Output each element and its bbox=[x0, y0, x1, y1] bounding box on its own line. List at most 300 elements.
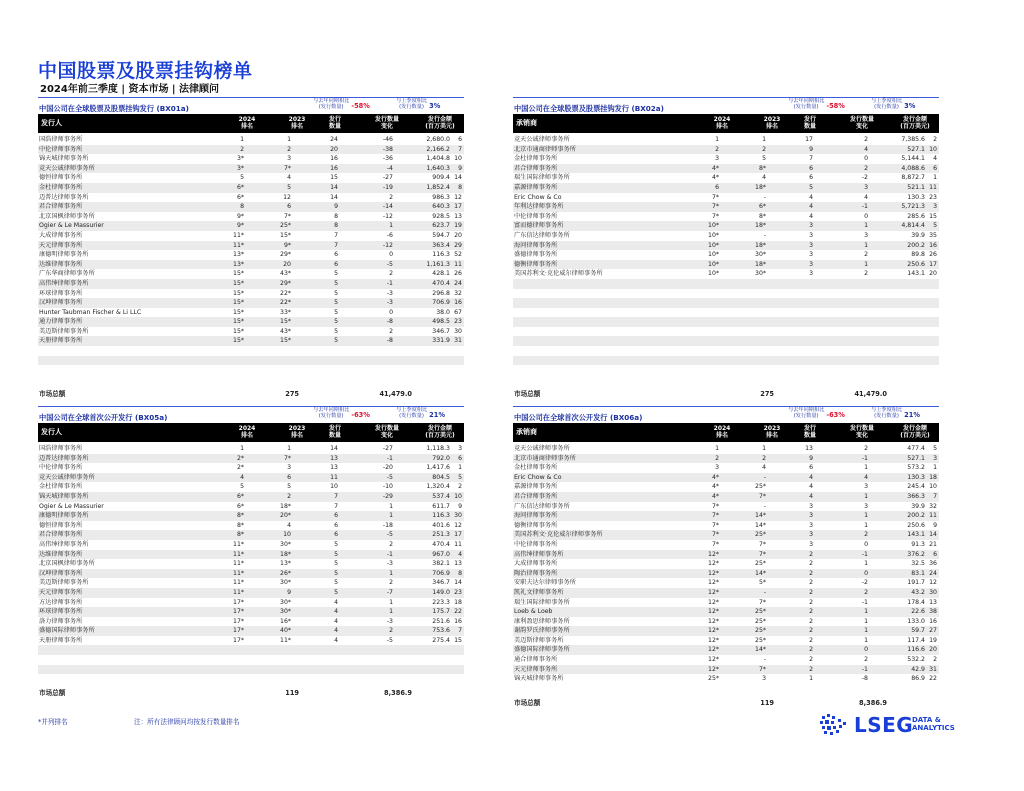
cell-y2024: 7* bbox=[711, 212, 719, 220]
cell-change: 1 bbox=[864, 521, 868, 529]
cell-count: 2 bbox=[809, 598, 813, 606]
header-rank24: 发行金额 2024排名 bbox=[945, 425, 975, 439]
cell-y2023: 16* bbox=[280, 617, 291, 625]
cell-change: -1 bbox=[386, 550, 393, 558]
firm-name: 达维律师事务所 bbox=[39, 260, 83, 268]
cell-y2023: 3 bbox=[287, 464, 291, 472]
cell-count: 14 bbox=[330, 193, 338, 201]
cell-count: 2 bbox=[809, 569, 813, 577]
table-row bbox=[513, 655, 939, 665]
comparison-label: 与上季度相比 (发行数量) bbox=[396, 407, 428, 420]
cell-y2023: 18* bbox=[280, 502, 291, 510]
comparison-value: -58% bbox=[351, 102, 370, 110]
cell-y2024: 17* bbox=[233, 598, 244, 606]
cell-amount: 250.6 bbox=[907, 260, 925, 268]
cell-y2024: 9* bbox=[236, 212, 244, 220]
firm-name: 美国苏利文·克伦威尔律师事务所 bbox=[514, 270, 603, 278]
league-table-panel bbox=[513, 97, 975, 398]
cell-change: -18 bbox=[382, 521, 393, 529]
cell-y2023: 4 bbox=[287, 521, 291, 529]
table-row bbox=[38, 598, 464, 608]
table-row bbox=[38, 578, 464, 588]
cell-y2023: 4 bbox=[762, 174, 766, 182]
market-total-row bbox=[38, 688, 464, 698]
cell-change: 1 bbox=[389, 222, 393, 230]
table-row bbox=[38, 588, 464, 598]
cell-y2023: 13* bbox=[280, 560, 291, 568]
cell-rank24: 17 bbox=[929, 260, 937, 268]
cell-y2023: 5* bbox=[758, 579, 766, 587]
header-y2023: 2023 排名 bbox=[288, 116, 306, 130]
cell-count: 2 bbox=[809, 617, 813, 625]
cell-y2024: 7* bbox=[711, 512, 719, 520]
table-row bbox=[38, 154, 464, 164]
total-count: 275 bbox=[285, 390, 299, 398]
firm-name: 年利达律师事务所 bbox=[514, 203, 564, 211]
cell-change: 1 bbox=[864, 617, 868, 625]
comparison-value: -63% bbox=[826, 411, 845, 419]
firm-name: 环球律师事务所 bbox=[39, 289, 83, 297]
cell-amount: 640.3 bbox=[432, 203, 450, 211]
cell-change: -20 bbox=[382, 464, 393, 472]
table-row bbox=[513, 636, 939, 646]
cell-count: 5 bbox=[334, 318, 338, 326]
cell-y2024: 3* bbox=[236, 164, 244, 172]
firm-name: 竞天公诚律师事务所 bbox=[39, 164, 95, 172]
firm-name: 君合律师事务所 bbox=[514, 492, 558, 500]
comparison-label: 与上季度相比 (发行数量) bbox=[871, 407, 903, 420]
market-total-row bbox=[513, 389, 939, 399]
header-amount: 发行金额 (百万美元) bbox=[900, 425, 930, 439]
cell-y2024: 8* bbox=[236, 531, 244, 539]
cell-amount: 1,417.6 bbox=[426, 464, 450, 472]
comparison-value: -63% bbox=[351, 411, 370, 419]
cell-amount: 200.2 bbox=[907, 512, 925, 520]
firm-name: 中伦律师事务所 bbox=[39, 464, 83, 472]
cell-y2023: 14* bbox=[755, 521, 766, 529]
cell-change: 2 bbox=[864, 270, 868, 278]
cell-rank24: 10 bbox=[454, 155, 462, 163]
cell-amount: 200.2 bbox=[907, 241, 925, 249]
cell-rank24: 22 bbox=[454, 608, 462, 616]
panel-title: 中国公司在全球首次公开发行 (BX05a) bbox=[39, 413, 168, 422]
cell-y2024: 2* bbox=[236, 454, 244, 462]
cell-change: 1 bbox=[864, 560, 868, 568]
cell-amount: 91.3 bbox=[911, 540, 925, 548]
comparison-label: 与上季度相比 (发行数量) bbox=[871, 98, 903, 111]
cell-rank24: 19 bbox=[929, 636, 937, 644]
table-row bbox=[513, 279, 939, 289]
cell-change: -3 bbox=[386, 289, 393, 297]
cell-rank24: 26 bbox=[454, 270, 462, 278]
cell-rank24: 7 bbox=[933, 492, 937, 500]
cell-amount: 116.3 bbox=[432, 512, 450, 520]
cell-change: 3 bbox=[864, 502, 868, 510]
cell-count: 4 bbox=[809, 483, 813, 491]
table-row bbox=[513, 444, 939, 454]
cell-y2024: 15* bbox=[233, 299, 244, 307]
cell-rank24: 6 bbox=[933, 164, 937, 172]
cell-change: 1 bbox=[864, 627, 868, 635]
cell-count: 24 bbox=[330, 136, 338, 143]
cell-y2023: 9* bbox=[283, 241, 291, 249]
cell-amount: 706.9 bbox=[432, 569, 450, 577]
cell-amount: 986.3 bbox=[432, 193, 450, 201]
cell-rank24: 38 bbox=[929, 608, 937, 616]
firm-name: 康利盈思律师事务所 bbox=[514, 617, 570, 625]
cell-amount: 753.6 bbox=[432, 627, 450, 635]
firm-name: 竞天公诚律师事务所 bbox=[39, 473, 95, 481]
cell-count: 8 bbox=[334, 212, 338, 220]
table-row bbox=[513, 626, 939, 636]
header-count: 发行 数量 bbox=[328, 425, 341, 439]
cell-rank24: 1 bbox=[458, 464, 462, 472]
cell-amount: 2,680.0 bbox=[426, 136, 450, 143]
cell-amount: 2,166.2 bbox=[426, 145, 450, 153]
header-y2023: 2023 排名 bbox=[288, 425, 306, 439]
cell-rank24: 3 bbox=[458, 445, 462, 452]
cell-y2024: 15* bbox=[233, 289, 244, 297]
cell-amount: 477.4 bbox=[907, 445, 925, 452]
cell-rank24: 18 bbox=[929, 473, 937, 481]
cell-y2024: 17* bbox=[233, 636, 244, 644]
cell-amount: 611.7 bbox=[432, 502, 450, 510]
table-row bbox=[38, 626, 464, 636]
cell-count: 4 bbox=[809, 492, 813, 500]
cell-amount: 191.7 bbox=[907, 579, 925, 587]
cell-y2023: 18* bbox=[755, 183, 766, 191]
cell-count: 2 bbox=[809, 588, 813, 596]
cell-count: 2 bbox=[809, 579, 813, 587]
cell-count: 6 bbox=[334, 531, 338, 539]
qoq-comparison bbox=[396, 98, 441, 111]
comparison-value: 21% bbox=[904, 411, 920, 419]
cell-change: -3 bbox=[386, 560, 393, 568]
cell-rank24: 4 bbox=[933, 155, 937, 163]
table-row bbox=[38, 530, 464, 540]
table-row bbox=[513, 183, 939, 193]
table-row bbox=[38, 444, 464, 454]
header-rank24: 发行金额 2024排名 bbox=[470, 425, 500, 439]
cell-rank24: 6 bbox=[933, 550, 937, 558]
cell-y2024: 12* bbox=[708, 636, 719, 644]
cell-amount: 792.0 bbox=[432, 454, 450, 462]
cell-amount: 470.4 bbox=[432, 279, 450, 287]
cell-amount: 175.7 bbox=[432, 608, 450, 616]
cell-y2023: 25* bbox=[755, 608, 766, 616]
cell-y2024: 15* bbox=[233, 279, 244, 287]
cell-amount: 83.1 bbox=[911, 569, 925, 577]
cell-rank24: 20 bbox=[929, 646, 937, 654]
comparison-label: 与上季度相比 (发行数量) bbox=[396, 98, 428, 111]
cell-count: 5 bbox=[334, 308, 338, 316]
cell-count: 5 bbox=[334, 550, 338, 558]
cell-y2023: 8* bbox=[758, 164, 766, 172]
cell-amount: 1,161.3 bbox=[426, 260, 450, 268]
header-y2024: 2024 排名 bbox=[713, 116, 731, 130]
cell-count: 4 bbox=[334, 608, 338, 616]
cell-y2023: 25* bbox=[755, 617, 766, 625]
header-y2024: 2024 排名 bbox=[713, 425, 731, 439]
firm-name: 君合律师事务所 bbox=[514, 164, 558, 172]
header-change: 发行数量 变化 bbox=[849, 425, 874, 439]
cell-rank24: 9 bbox=[933, 521, 937, 529]
firm-name: 洛力律师事务所 bbox=[39, 617, 83, 625]
table-row bbox=[513, 511, 939, 521]
cell-amount: 1,320.4 bbox=[426, 483, 450, 491]
yoy-comparison bbox=[788, 407, 845, 420]
cell-change: 0 bbox=[864, 646, 868, 654]
cell-y2024: 1 bbox=[240, 136, 244, 143]
cell-rank24: 24 bbox=[454, 279, 462, 287]
cell-amount: 275.4 bbox=[432, 636, 450, 644]
cell-y2024: 7* bbox=[711, 502, 719, 510]
cell-y2024: 6* bbox=[236, 193, 244, 201]
cell-rank24: 35 bbox=[929, 231, 937, 239]
cell-y2023: 7* bbox=[758, 665, 766, 673]
firm-name: 金杜律师事务所 bbox=[514, 155, 558, 163]
table-row bbox=[38, 482, 464, 492]
table-row bbox=[38, 317, 464, 327]
cell-y2024: 8 bbox=[240, 203, 244, 211]
cell-y2024: 11* bbox=[233, 231, 244, 239]
cell-change: 2 bbox=[864, 164, 868, 172]
firm-name: 国浩律师事务所 bbox=[39, 445, 83, 452]
table-row bbox=[513, 550, 939, 560]
firm-name: Eric Chow & Co bbox=[514, 473, 562, 481]
cell-y2024: 12* bbox=[708, 656, 719, 664]
cell-y2023: 30* bbox=[280, 540, 291, 548]
cell-rank24: 4 bbox=[458, 550, 462, 558]
cell-rank24: 13 bbox=[454, 212, 462, 220]
cell-amount: 1,640.3 bbox=[426, 164, 450, 172]
cell-amount: 804.5 bbox=[432, 473, 450, 481]
cell-count: 6 bbox=[334, 260, 338, 268]
table-row bbox=[38, 550, 464, 560]
cell-y2024: 17* bbox=[233, 627, 244, 635]
cell-rank24: 30 bbox=[929, 588, 937, 596]
firm-name: 富而德律师事务所 bbox=[514, 222, 564, 230]
firm-name: 环球律师事务所 bbox=[39, 608, 83, 616]
cell-count: 14 bbox=[330, 183, 338, 191]
cell-y2023: 5 bbox=[762, 155, 766, 163]
cell-count: 2 bbox=[809, 646, 813, 654]
cell-y2023: 22* bbox=[280, 289, 291, 297]
total-count: 119 bbox=[285, 689, 299, 698]
cell-change: 2 bbox=[864, 588, 868, 596]
cell-change: 1 bbox=[389, 512, 393, 520]
table-row bbox=[513, 317, 939, 327]
cell-rank24: 22 bbox=[929, 675, 937, 683]
cell-y2024: 7* bbox=[711, 521, 719, 529]
cell-change: 4 bbox=[864, 145, 868, 153]
cell-change: 1 bbox=[389, 569, 393, 577]
cell-rank24: 2 bbox=[933, 136, 937, 143]
cell-y2024: 10* bbox=[708, 251, 719, 259]
cell-change: 2 bbox=[389, 327, 393, 335]
cell-y2024: 12* bbox=[708, 550, 719, 558]
cell-count: 4 bbox=[809, 212, 813, 220]
league-table-panel bbox=[38, 97, 500, 398]
total-count: 119 bbox=[760, 699, 774, 707]
cell-y2024: 12* bbox=[708, 560, 719, 568]
header-y2024: 2024 排名 bbox=[238, 116, 256, 130]
cell-change: 2 bbox=[864, 656, 868, 664]
cell-amount: 331.9 bbox=[432, 337, 450, 345]
cell-count: 6 bbox=[809, 464, 813, 472]
firm-name: 锦天城律师事务所 bbox=[39, 155, 89, 163]
firm-name: 高伟绅律师事务所 bbox=[39, 540, 89, 548]
cell-y2023: 4 bbox=[287, 174, 291, 182]
cell-amount: 346.7 bbox=[432, 327, 450, 335]
cell-rank24: 52 bbox=[454, 251, 462, 259]
yoy-comparison bbox=[788, 98, 845, 111]
cell-y2024: 6 bbox=[715, 183, 719, 191]
cell-change: -1 bbox=[861, 454, 868, 462]
cell-count: 3 bbox=[809, 521, 813, 529]
table-row bbox=[38, 145, 464, 155]
cell-y2024: 7* bbox=[711, 540, 719, 548]
firm-name: 迈普达律师事务所 bbox=[39, 193, 89, 201]
qoq-comparison bbox=[871, 98, 916, 111]
cell-y2023: 11* bbox=[280, 636, 291, 644]
cell-amount: 498.5 bbox=[432, 318, 450, 326]
yoy-comparison bbox=[313, 407, 370, 420]
cell-y2023: 2 bbox=[762, 145, 766, 153]
cell-count: 6 bbox=[334, 512, 338, 520]
cell-y2023: 25* bbox=[755, 483, 766, 491]
firm-name: 德恒律师事务所 bbox=[39, 521, 83, 529]
cell-rank24: 36 bbox=[929, 560, 937, 568]
cell-change: -27 bbox=[382, 174, 393, 182]
cell-amount: 116.6 bbox=[907, 646, 925, 654]
cell-count: 5 bbox=[334, 289, 338, 297]
cell-y2023: - bbox=[763, 502, 766, 510]
cell-change: -29 bbox=[382, 492, 393, 500]
header-count: 发行 数量 bbox=[803, 116, 816, 130]
firm-name: 中伦律师事务所 bbox=[514, 212, 558, 220]
table-row bbox=[513, 260, 939, 270]
cell-change: -1 bbox=[861, 550, 868, 558]
header-label: 承销商 bbox=[516, 119, 537, 127]
logo-text: LSEG bbox=[854, 713, 914, 737]
cell-rank24: 29 bbox=[454, 241, 462, 249]
cell-y2023: 7* bbox=[758, 540, 766, 548]
cell-count: 3 bbox=[809, 251, 813, 259]
cell-y2023: 5 bbox=[287, 183, 291, 191]
cell-y2023: 18* bbox=[280, 550, 291, 558]
cell-count: 3 bbox=[809, 270, 813, 278]
cell-y2023: 7* bbox=[758, 598, 766, 606]
header-y2023: 2023 排名 bbox=[763, 425, 781, 439]
firm-name: Eric Chow & Co bbox=[514, 193, 562, 201]
cell-y2024: 12* bbox=[708, 588, 719, 596]
header-count: 发行 数量 bbox=[328, 116, 341, 130]
cell-y2023: 5 bbox=[287, 483, 291, 491]
cell-change: 1 bbox=[864, 608, 868, 616]
header-label: 承销商 bbox=[516, 428, 537, 436]
cell-change: -3 bbox=[386, 617, 393, 625]
cell-change: -1 bbox=[861, 665, 868, 673]
table-row bbox=[38, 241, 464, 251]
cell-change: 0 bbox=[864, 155, 868, 163]
cell-change: -5 bbox=[386, 636, 393, 644]
cell-y2023: 2 bbox=[287, 492, 291, 500]
cell-rank24: 6 bbox=[458, 454, 462, 462]
cell-change: 2 bbox=[389, 193, 393, 201]
cell-amount: 116.3 bbox=[432, 251, 450, 259]
cell-rank24: 18 bbox=[454, 598, 462, 606]
panel-title: 中国公司在全球股票及股票挂钩发行 (BX01a) bbox=[39, 104, 189, 113]
table-row bbox=[513, 645, 939, 655]
cell-rank24: 14 bbox=[929, 531, 937, 539]
table-row bbox=[38, 636, 464, 646]
cell-change: 1 bbox=[389, 502, 393, 510]
firm-name: 广东信达律师事务所 bbox=[514, 502, 570, 510]
firm-name: Ogier & Le Massurier bbox=[39, 222, 104, 230]
cell-y2024: 15* bbox=[233, 337, 244, 345]
cell-y2024: 15* bbox=[233, 270, 244, 278]
table-row bbox=[38, 308, 464, 318]
table-row bbox=[513, 289, 939, 299]
cell-change: 2 bbox=[389, 540, 393, 548]
table-row bbox=[38, 231, 464, 241]
cell-y2024: 11* bbox=[233, 569, 244, 577]
cell-y2024: 8* bbox=[236, 521, 244, 529]
cell-count: 7 bbox=[334, 231, 338, 239]
cell-amount: 594.7 bbox=[432, 231, 450, 239]
cell-y2024: 3* bbox=[236, 155, 244, 163]
table-row bbox=[513, 473, 939, 483]
cell-y2023: 25* bbox=[755, 627, 766, 635]
firm-name: 君合律师事务所 bbox=[39, 531, 83, 539]
cell-count: 6 bbox=[809, 164, 813, 172]
table-row bbox=[38, 655, 464, 665]
firm-name: 天册律师事务所 bbox=[39, 337, 83, 345]
table-row bbox=[38, 250, 464, 260]
cell-rank24: 3 bbox=[933, 454, 937, 462]
firm-name: 嘉源律师事务所 bbox=[514, 183, 558, 191]
cell-change: -46 bbox=[382, 136, 393, 143]
cell-count: 16 bbox=[330, 155, 338, 163]
cell-amount: 909.4 bbox=[432, 174, 450, 182]
cell-amount: 967.0 bbox=[432, 550, 450, 558]
cell-rank24: 2 bbox=[458, 483, 462, 491]
firm-name: 中伦律师事务所 bbox=[39, 145, 83, 153]
cell-y2023: 6 bbox=[287, 203, 291, 211]
cell-y2023: 25* bbox=[280, 222, 291, 230]
cell-change: -7 bbox=[386, 588, 393, 596]
firm-name: 北京市通商律师事务所 bbox=[514, 454, 576, 462]
yoy-comparison bbox=[313, 98, 370, 111]
cell-change: 2 bbox=[389, 627, 393, 635]
header-amount: 发行金额 (百万美元) bbox=[425, 425, 455, 439]
total-label: 市场总额 bbox=[514, 699, 541, 707]
firm-name: 迈普达律师事务所 bbox=[39, 454, 89, 462]
cell-change: 2 bbox=[389, 579, 393, 587]
comparison-label: 与去年同期相比 (发行数量) bbox=[788, 407, 825, 420]
cell-change: -1 bbox=[386, 454, 393, 462]
cell-count: 9 bbox=[809, 454, 813, 462]
cell-rank24: 31 bbox=[454, 337, 462, 345]
league-table-panel bbox=[513, 406, 975, 707]
league-table-panel bbox=[38, 406, 500, 698]
table-row bbox=[38, 173, 464, 183]
cell-y2023: 26* bbox=[280, 569, 291, 577]
cell-amount: 366.3 bbox=[907, 492, 925, 500]
cell-count: 3 bbox=[809, 231, 813, 239]
cell-count: 15 bbox=[330, 174, 338, 182]
